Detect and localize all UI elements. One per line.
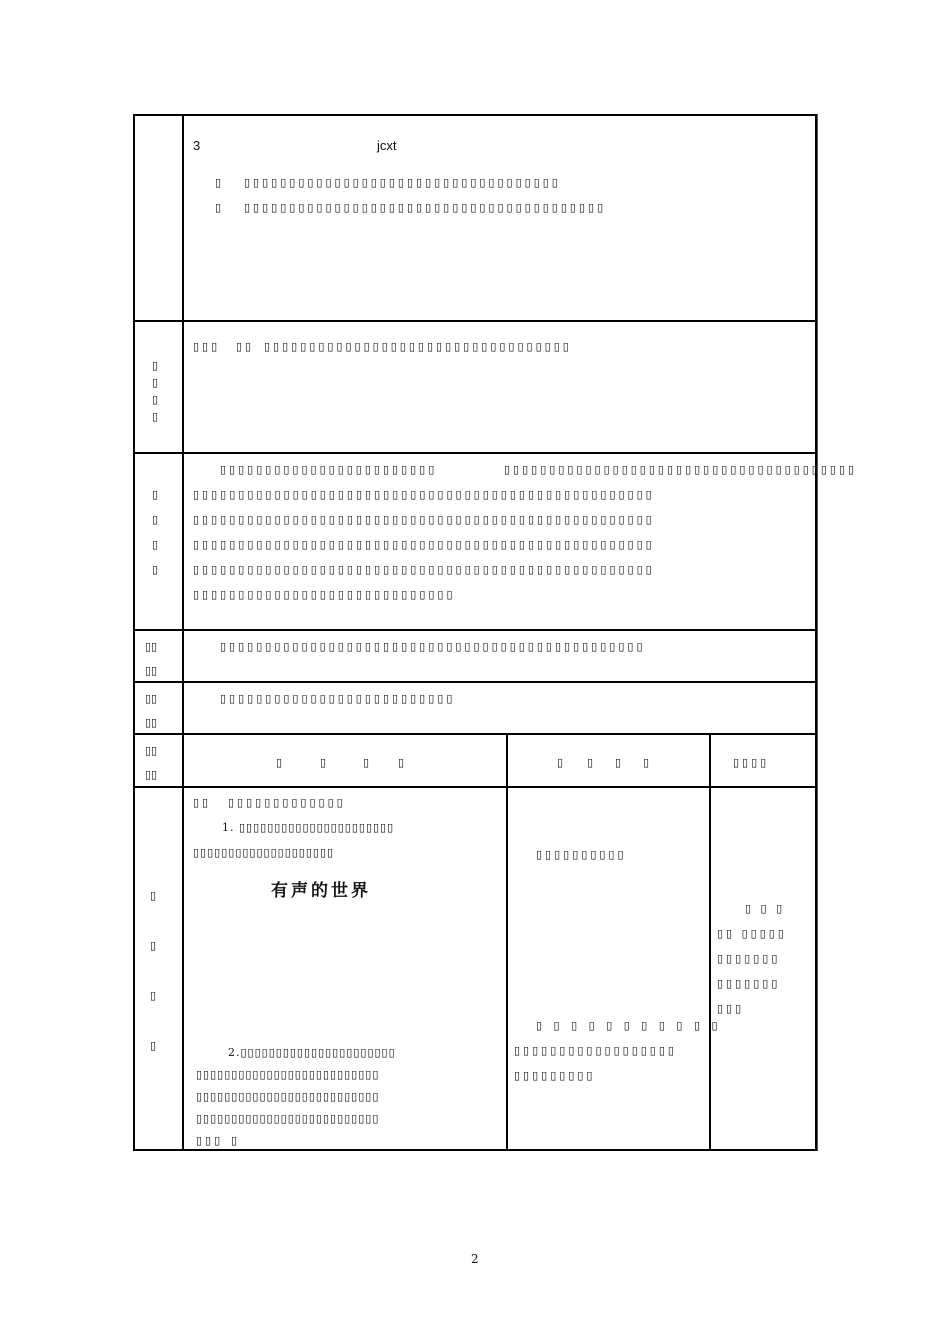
column-header: ▯▯▯▯	[733, 756, 770, 769]
column-header-char: ▯	[587, 756, 597, 769]
table-border	[133, 114, 817, 1151]
row7-label-char: ▯	[150, 989, 157, 1002]
row3-line: ▯▯▯▯▯▯▯▯▯▯▯▯▯▯▯▯▯▯▯▯▯▯▯▯▯▯▯▯▯	[193, 588, 456, 601]
col3-text: ▯▯▯	[717, 1002, 745, 1015]
row-divider	[133, 629, 817, 631]
row-divider	[133, 786, 817, 788]
row3-line: ▯▯▯▯▯▯▯▯▯▯▯▯▯▯▯▯▯▯▯▯▯▯▯▯	[220, 463, 438, 476]
row7-label-char: ▯	[150, 1039, 157, 1052]
row6-label: ▯▯	[145, 768, 158, 781]
row3-line: ▯▯▯▯▯▯▯▯▯▯▯▯▯▯▯▯▯▯▯▯▯▯▯▯▯▯▯▯▯▯▯▯▯▯▯▯▯▯▯▯▯▯▯▯▯▯▯▯▯▯▯	[193, 563, 655, 576]
row1-bullet-text: ▯▯▯▯▯▯▯▯▯▯▯▯▯▯▯▯▯▯▯▯▯▯▯▯▯▯▯▯▯▯▯▯▯▯▯	[244, 176, 561, 189]
row1-code: jcxt	[377, 138, 397, 153]
row3-line: ▯▯▯▯▯▯▯▯▯▯▯▯▯▯▯▯▯▯▯▯▯▯▯▯▯▯▯▯▯▯▯▯▯▯▯▯▯▯▯	[504, 463, 858, 476]
row-divider	[133, 681, 817, 683]
row7-label-char: ▯	[150, 939, 157, 952]
row7-label-char: ▯	[150, 889, 157, 902]
row3-label-char: ▯	[152, 488, 159, 501]
row3-line: ▯▯▯▯▯▯▯▯▯▯▯▯▯▯▯▯▯▯▯▯▯▯▯▯▯▯▯▯▯▯▯▯▯▯▯▯▯▯▯▯▯▯▯▯▯▯▯▯▯▯▯	[193, 538, 655, 551]
row3-label-char: ▯	[152, 538, 159, 551]
column-header-char: ▯	[643, 756, 653, 769]
col2-text: ▯ ▯ ▯ ▯ ▯ ▯ ▯ ▯ ▯ ▯ ▯	[536, 1019, 722, 1032]
col1-item: ▯▯▯▯▯▯▯▯▯▯▯▯▯▯▯▯▯▯▯▯	[193, 846, 335, 859]
col1-title: ▯▯	[193, 796, 212, 809]
col1-item: ▯▯▯▯▯▯▯▯▯▯▯▯▯▯▯▯▯▯▯▯▯▯▯▯▯▯	[196, 1112, 380, 1125]
column-header-char: ▯	[398, 756, 408, 769]
col2-text: ▯▯▯▯▯▯▯▯▯	[514, 1069, 596, 1082]
col1-item: ▯▯▯▯▯▯▯▯▯▯▯▯▯▯▯▯▯▯▯▯▯▯▯▯▯▯	[196, 1068, 380, 1081]
row2-label-char: ▯	[152, 393, 159, 406]
row3-label-char: ▯	[152, 563, 159, 576]
page-number: 2	[471, 1252, 479, 1266]
row-divider	[133, 452, 817, 454]
row1-number: 3	[193, 138, 201, 153]
row2-label-char: ▯	[152, 376, 159, 389]
row-divider	[133, 733, 817, 735]
col1-item: 2.▯▯▯▯▯▯▯▯▯▯▯▯▯▯▯▯▯▯▯▯▯▯	[228, 1046, 396, 1059]
row6-label: ▯▯	[145, 744, 158, 757]
col3-text: ▯▯▯▯▯▯▯	[717, 977, 781, 990]
column-header-char: ▯	[276, 756, 286, 769]
row1-bullet-mark: ▯	[215, 176, 225, 189]
col1-item: ▯▯▯▯▯▯▯▯▯▯▯▯▯▯▯▯▯▯▯▯▯▯▯▯▯▯	[196, 1090, 380, 1103]
col1-item: ▯▯▯	[196, 1134, 224, 1147]
row3-label-char: ▯	[152, 513, 159, 526]
row1-bullet-text: ▯▯▯▯▯▯▯▯▯▯▯▯▯▯▯▯▯▯▯▯▯▯▯▯▯▯▯▯▯▯▯▯▯▯▯▯▯▯▯▯	[244, 201, 607, 214]
col3-text: ▯▯ ▯▯▯▯▯	[717, 927, 787, 940]
column-divider	[709, 733, 711, 1151]
row5-label: ▯▯	[145, 716, 158, 729]
col2-text: ▯▯▯▯▯▯▯▯▯▯▯▯▯▯▯▯▯▯	[514, 1044, 677, 1057]
column-header-char: ▯	[363, 756, 373, 769]
row2-text: ▯▯	[236, 340, 255, 353]
col1-item: ▯	[231, 1134, 241, 1147]
row3-line: ▯▯▯▯▯▯▯▯▯▯▯▯▯▯▯▯▯▯▯▯▯▯▯▯▯▯▯▯▯▯▯▯▯▯▯▯▯▯▯▯▯▯▯▯▯▯▯▯▯▯▯	[193, 513, 655, 526]
row4-text: ▯▯▯▯▯▯▯▯▯▯▯▯▯▯▯▯▯▯▯▯▯▯▯▯▯▯▯▯▯▯▯▯▯▯▯▯▯▯▯▯▯▯▯▯▯▯▯	[220, 640, 646, 653]
row5-label: ▯▯	[145, 692, 158, 705]
col1-item: 1. ▯▯▯▯▯▯▯▯▯▯▯▯▯▯▯▯▯▯▯▯▯▯	[222, 821, 395, 834]
row2-label-char: ▯	[152, 410, 159, 423]
table-border-shadow	[817, 114, 818, 1151]
col1-title: ▯▯▯▯▯▯▯▯▯▯▯▯▯	[228, 796, 346, 809]
column-header-char: ▯	[615, 756, 625, 769]
col3-text: ▯ ▯ ▯	[745, 902, 786, 915]
col3-text: ▯▯▯▯▯▯▯	[717, 952, 781, 965]
row-divider	[133, 320, 817, 322]
col1-heading: 有声的世界	[271, 881, 371, 901]
row2-label-char: ▯	[152, 359, 159, 372]
row4-label: ▯▯	[145, 664, 158, 677]
row2-text: ▯▯▯	[193, 340, 221, 353]
column-header-char: ▯	[320, 756, 330, 769]
column-header-char: ▯	[557, 756, 567, 769]
column-divider	[506, 733, 508, 1151]
col2-text: ▯▯▯▯▯▯▯▯▯▯	[536, 848, 627, 861]
row2-text: ▯▯▯▯▯▯▯▯▯▯▯▯▯▯▯▯▯▯▯▯▯▯▯▯▯▯▯▯▯▯▯▯▯▯	[264, 340, 572, 353]
label-column-divider	[182, 114, 184, 1151]
row3-line: ▯▯▯▯▯▯▯▯▯▯▯▯▯▯▯▯▯▯▯▯▯▯▯▯▯▯▯▯▯▯▯▯▯▯▯▯▯▯▯▯▯▯▯▯▯▯▯▯▯▯▯	[193, 488, 655, 501]
row5-text: ▯▯▯▯▯▯▯▯▯▯▯▯▯▯▯▯▯▯▯▯▯▯▯▯▯▯	[220, 692, 456, 705]
row1-bullet-mark: ▯	[215, 201, 225, 214]
row4-label: ▯▯	[145, 640, 158, 653]
